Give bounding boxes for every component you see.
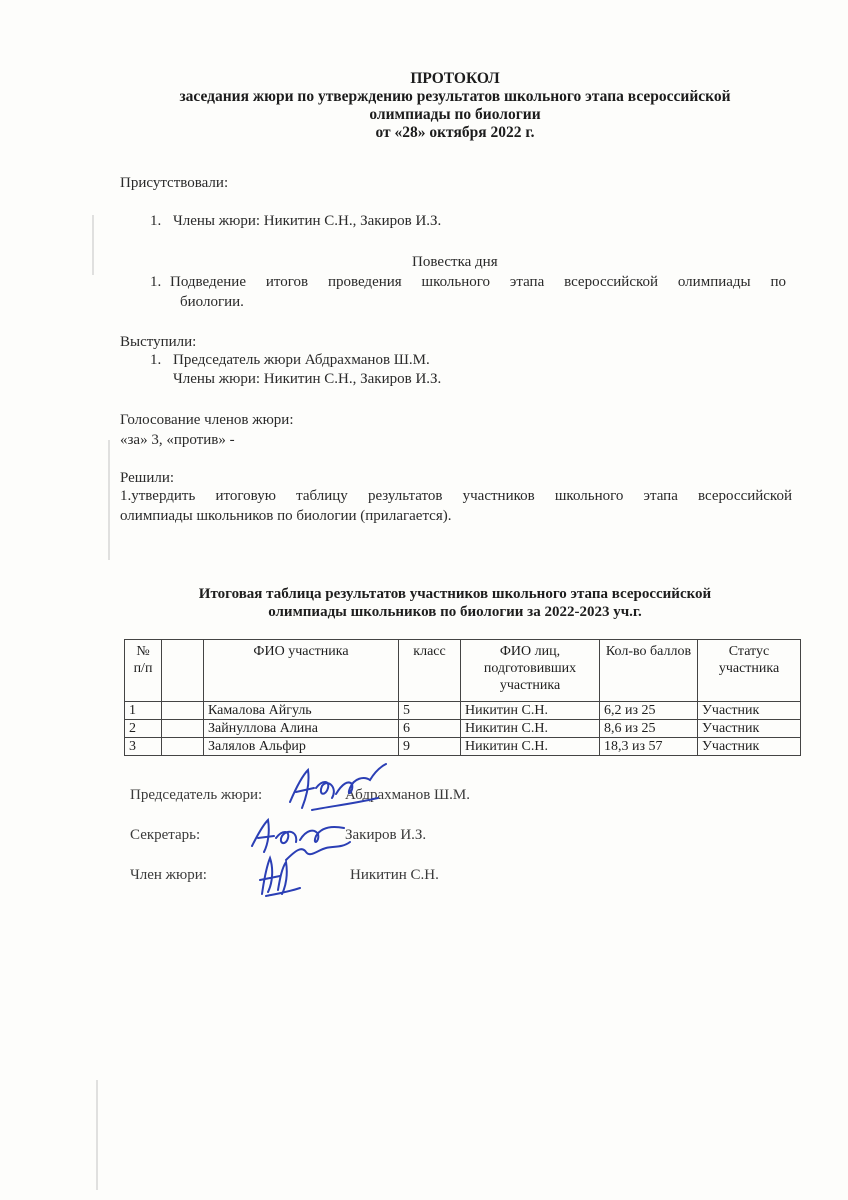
speakers-item-number: 1. (150, 352, 162, 368)
header-grade: класс (399, 640, 461, 702)
row-score: 8,6 из 25 (600, 720, 698, 738)
row-grade: 6 (399, 720, 461, 738)
speakers-line1: Председатель жюри Абдрахманов Ш.М. (173, 352, 430, 368)
table-row (125, 738, 801, 756)
row-grade: 9 (399, 738, 461, 756)
row-teacher: Никитин С.Н. (461, 702, 600, 720)
row-status: Участник (698, 738, 801, 756)
row-number: 1 (125, 702, 162, 720)
agenda-item-line1: Подведение итогов проведения школьного этапа всероссийской олимпиады по (170, 274, 786, 290)
header-status: Статус участника (698, 640, 801, 702)
row-number: 2 (125, 720, 162, 738)
decision-label: Решили: (120, 470, 175, 486)
results-table-title-line1: Итоговая таблица результатов участников школьного этапа всероссийской (198, 586, 712, 602)
decision-line1: 1.утвердить итоговую таблицу результатов участников школьного этапа всероссийской (120, 488, 792, 504)
secretary-signature-name: Закиров И.З. (345, 827, 427, 843)
speakers-line2: Члены жюри: Никитин С.Н., Закиров И.З. (173, 371, 442, 387)
header-blank (162, 640, 204, 702)
agenda-item-line2: биологии. (180, 294, 244, 310)
agenda-heading: Повестка дня (412, 254, 498, 270)
chair-signature-label: Председатель жюри: (130, 787, 263, 803)
attendance-item-number: 1. (150, 213, 162, 229)
row-blank (162, 720, 204, 738)
row-status: Участник (698, 720, 801, 738)
secretary-signature-label: Секретарь: (130, 827, 201, 843)
row-score: 6,2 из 25 (600, 702, 698, 720)
results-table-title (110, 585, 800, 621)
decision-text (120, 486, 792, 526)
row-grade: 5 (399, 702, 461, 720)
row-participant-name: Залялов Альфир (204, 738, 399, 756)
scan-artifact (92, 215, 94, 275)
member-signature-label: Член жюри: (130, 867, 207, 883)
header-score: Кол-во баллов (600, 640, 698, 702)
results-table-title-line2: олимпиады школьников по биологии за 2022-2023 уч.г. (268, 604, 642, 620)
row-teacher: Никитин С.Н. (461, 720, 600, 738)
header-participant-name: ФИО участника (204, 640, 399, 702)
row-number: 3 (125, 738, 162, 756)
row-participant-name: Камалова Айгуль (204, 702, 399, 720)
protocol-title: ПРОТОКОЛ (410, 70, 500, 87)
row-status: Участник (698, 702, 801, 720)
table-row (125, 702, 801, 720)
row-teacher: Никитин С.Н. (461, 738, 600, 756)
speakers-label: Выступили: (120, 334, 197, 350)
voting-label: Голосование членов жюри: (120, 412, 294, 428)
member-handwritten-signature (252, 850, 312, 900)
chair-handwritten-signature (282, 758, 392, 820)
table-row (125, 720, 801, 738)
protocol-subtitle-line2: олимпиады по биологии (369, 106, 541, 123)
row-score: 18,3 из 57 (600, 738, 698, 756)
row-participant-name: Зайнуллова Алина (204, 720, 399, 738)
row-blank (162, 738, 204, 756)
scan-artifact (96, 1080, 98, 1190)
attendance-label: Присутствовали: (120, 175, 229, 191)
agenda-item-number: 1. (150, 274, 162, 290)
voting-result: «за» 3, «против» - (120, 432, 235, 448)
results-table (124, 639, 801, 756)
table-header-row (125, 640, 801, 702)
header-teacher: ФИО лиц, подготовивших участника (461, 640, 600, 702)
chair-signature-name: Абдрахманов Ш.М. (345, 787, 470, 803)
attendance-item-text: Члены жюри: Никитин С.Н., Закиров И.З. (173, 213, 442, 229)
protocol-subtitle-line1: заседания жюри по утверждению результатов школьного этапа всероссийской (179, 88, 731, 105)
protocol-header (60, 70, 848, 142)
header-number: № п/п (125, 640, 162, 702)
scan-artifact (108, 440, 110, 560)
decision-line2: олимпиады школьников по биологии (прилагается). (120, 508, 452, 524)
member-signature-name: Никитин С.Н. (350, 867, 439, 883)
protocol-date: от «28» октября 2022 г. (375, 124, 535, 141)
agenda-item (170, 272, 786, 312)
row-blank (162, 702, 204, 720)
